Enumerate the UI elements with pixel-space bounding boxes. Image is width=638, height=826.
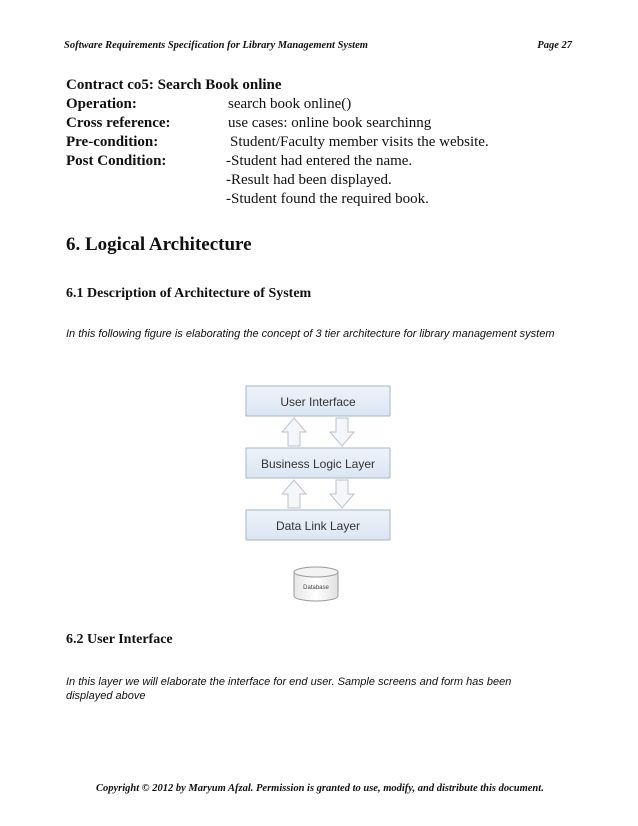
business-logic-layer-label: Business Logic Layer — [260, 457, 376, 471]
user-interface-description: In this layer we will elaborate the interface for end user. Sample screens and form has been displayed above — [66, 676, 512, 702]
up-arrow-icon — [282, 418, 306, 446]
contract-row-post-condition — [66, 152, 586, 171]
user-interface-layer-label: User Interface — [280, 395, 356, 409]
database-icon — [294, 567, 338, 601]
contract-row-operation — [66, 95, 586, 114]
three-tier-architecture-diagram — [238, 382, 398, 612]
copyright-footer: Copyright © 2012 by Maryum Afzal. Permission is granted to use, modify, and distribute this document. — [96, 783, 544, 794]
data-link-layer-box — [246, 510, 390, 540]
up-arrow-icon — [282, 480, 306, 508]
document-title: Software Requirements Specification for Library Management System — [64, 40, 368, 51]
contract-value: use cases: online book searchinng — [228, 115, 432, 131]
contract-title: Contract co5: Search Book online — [66, 77, 282, 93]
architecture-description: In this following figure is elaborating the concept of 3 tier architecture for library management system — [66, 328, 555, 340]
section-heading-logical-architecture: 6. Logical Architecture — [66, 234, 252, 255]
data-link-layer-label: Data Link Layer — [275, 519, 361, 533]
contract-label: Pre-condition: — [66, 134, 159, 150]
contract-label: Operation: — [66, 96, 137, 112]
down-arrow-icon — [330, 480, 354, 508]
subsection-heading-user-interface: 6.2 User Interface — [66, 632, 173, 647]
page-header — [64, 40, 572, 51]
contract-value: -Result had been displayed. — [226, 172, 392, 188]
database-label: Database — [303, 585, 329, 591]
contract-label: Post Condition: — [66, 153, 167, 169]
contract-label: Cross reference: — [66, 115, 171, 131]
contract-block — [66, 76, 586, 209]
business-logic-layer-box — [246, 448, 390, 478]
down-arrow-icon — [330, 418, 354, 446]
contract-row-post-condition-3 — [66, 190, 586, 209]
contract-value: search book online() — [228, 96, 352, 112]
contract-row-post-condition-2 — [66, 171, 586, 190]
contract-value: -Student had entered the name. — [226, 153, 413, 169]
user-interface-layer-box — [246, 386, 390, 416]
page-number: Page 27 — [537, 40, 572, 51]
contract-row-pre-condition — [66, 133, 586, 152]
subsection-heading-architecture: 6.1 Description of Architecture of System — [66, 286, 312, 301]
contract-value: Student/Faculty member visits the website. — [230, 134, 489, 150]
contract-value: -Student found the required book. — [226, 191, 429, 207]
contract-row-cross-reference — [66, 114, 586, 133]
